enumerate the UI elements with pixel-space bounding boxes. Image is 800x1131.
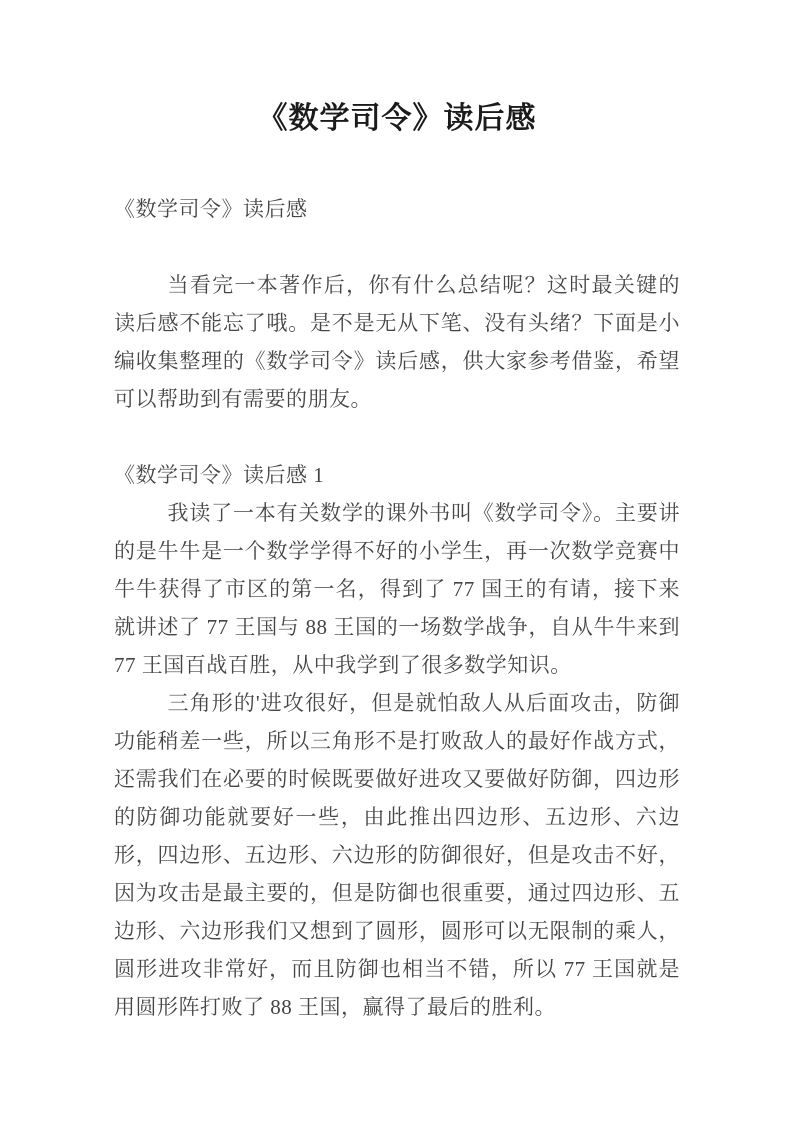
subtitle-line: 《数学司令》读后感 xyxy=(114,197,308,221)
document-title: 《数学司令》读后感 xyxy=(257,102,537,135)
intro-paragraph: 当看完一本著作后，你有什么总结呢？这时最关键的读后感不能忘了哦。是不是无从下笔、没有头绪？下面是小编收集整理的《数学司令》读后感，供大家参考借鉴，希望可以帮助到有需要的朋友。 xyxy=(114,273,680,411)
body-paragraph-2: 三角形的'进攻很好，但是就怕敌人从后面攻击，防御功能稍差一些，所以三角形不是打败敌人的最好作战方式，还需我们在必要的时候既要做好进攻又要做好防御，四边形的防御功能就要好一些，由此推出四边形、五边形、六边形，四边形、五边形、六边形的防御很好，但是攻击不好，因为攻击是最主要的，但是防御也很重要，通过四边形、五边形、六边形我们又想到了圆形，圆形可以无限制的乘人，圆形进攻非常好，而且防御也相当不错，所以 77 王国就是用圆形阵打败了 88 王国，赢得了最后的胜利。 xyxy=(114,691,680,1019)
body-paragraph-1: 我读了一本有关数学的课外书叫《数学司令》。主要讲的是牛牛是一个数学学得不好的小学生，再一次数学竞赛中牛牛获得了市区的第一名，得到了 77 国王的有请，接下来就讲述了 77 王国与 88 王国的一场数学战争，自从牛牛来到 77 王国百战百胜，从中我学到了很多数学知识。 xyxy=(114,501,680,677)
section-heading-1: 《数学司令》读后感 1 xyxy=(114,463,325,487)
